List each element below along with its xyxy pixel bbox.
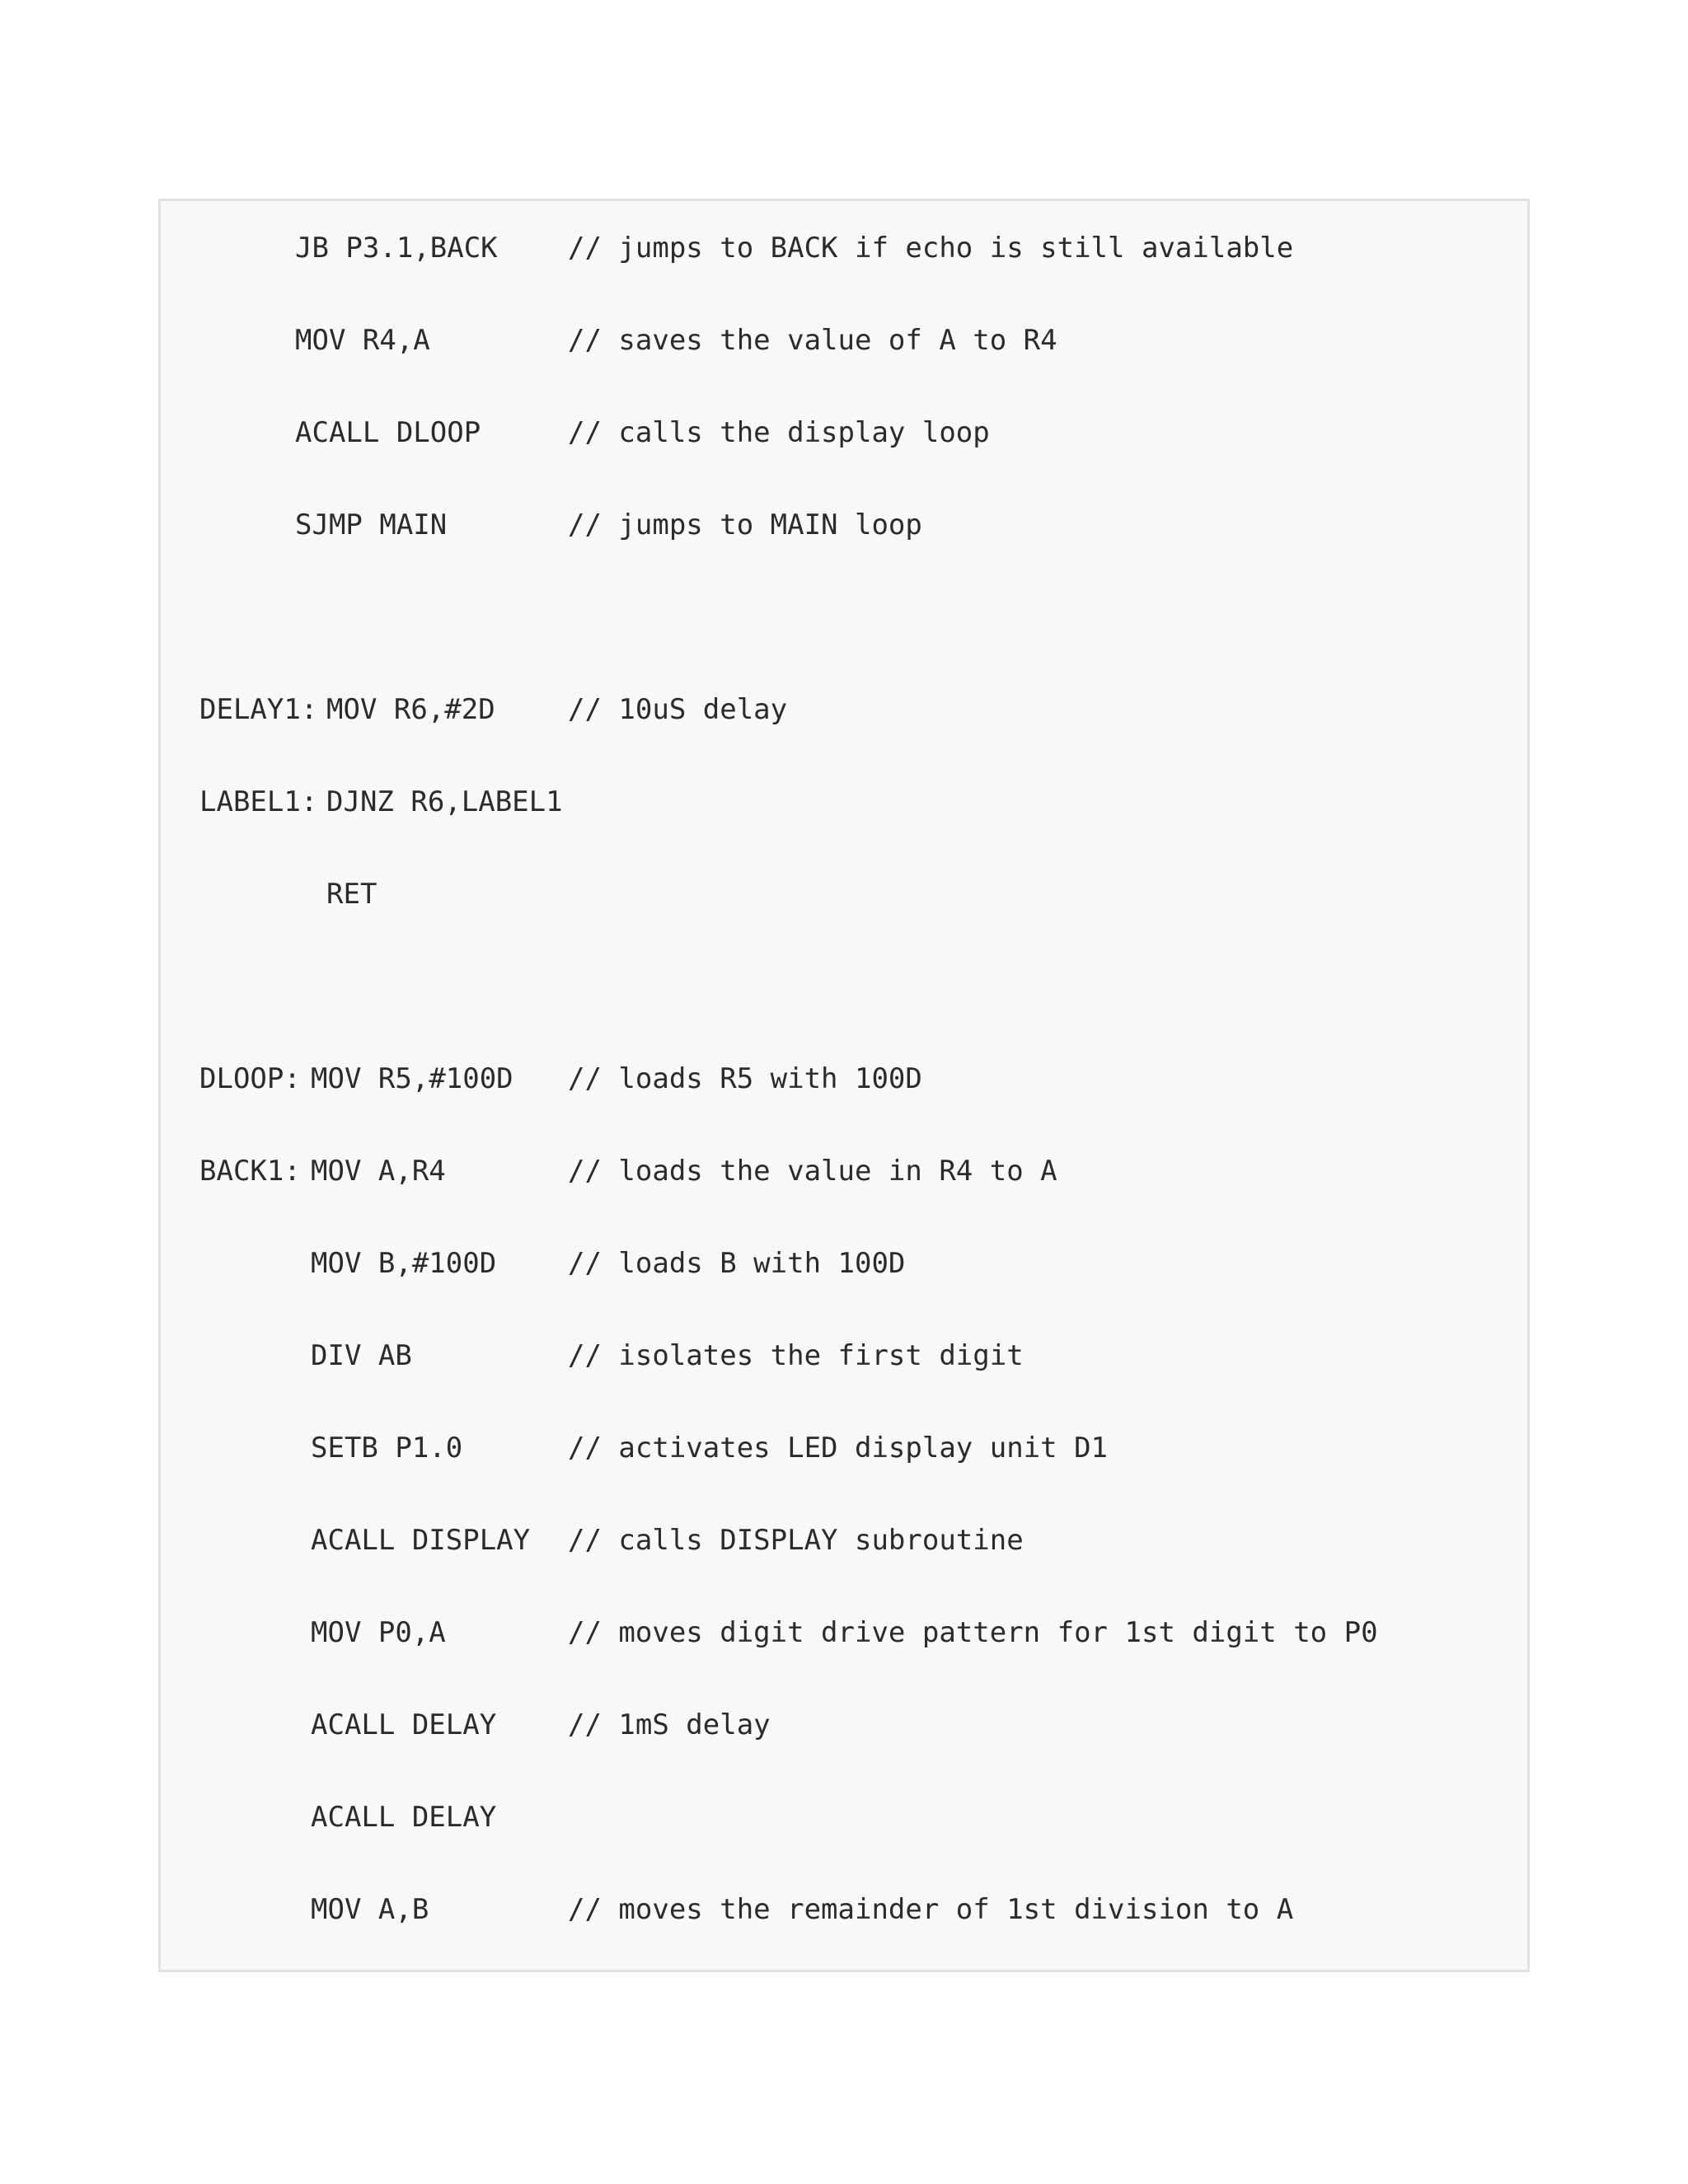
code-label: LABEL1: (199, 785, 318, 818)
code-label: BACK1: (199, 1155, 301, 1188)
code-instruction: DJNZ R6,LABEL1 (326, 785, 563, 818)
code-line (161, 1331, 1024, 1380)
code-line (161, 1423, 1109, 1473)
code-instruction: ACALL DISPLAY (311, 1524, 531, 1557)
code-block (158, 199, 1530, 1972)
code-comment: // 10uS delay (568, 693, 788, 726)
code-instruction: ACALL DLOOP (295, 416, 481, 449)
code-instruction: ACALL DELAY (311, 1708, 497, 1741)
code-instruction: MOV A,R4 (311, 1155, 446, 1188)
code-comment: // loads the value in R4 to A (568, 1155, 1057, 1188)
code-comment: // calls the display loop (568, 416, 990, 449)
code-line (161, 777, 563, 827)
code-instruction: MOV B,#100D (311, 1247, 497, 1280)
code-comment: // moves the remainder of 1st division to A (568, 1893, 1294, 1926)
code-line (161, 685, 788, 734)
code-label: DELAY1: (199, 693, 318, 726)
code-comment: // jumps to MAIN loop (568, 509, 922, 541)
code-instruction: MOV A,B (311, 1893, 429, 1926)
code-instruction: DIV AB (311, 1339, 412, 1372)
code-comment: // activates LED display unit D1 (568, 1432, 1109, 1465)
code-comment: // isolates the first digit (568, 1339, 1024, 1372)
code-line (161, 1146, 1057, 1196)
code-instruction: MOV R6,#2D (326, 693, 495, 726)
code-line (161, 1700, 771, 1750)
code-line (161, 1608, 1378, 1657)
code-instruction: MOV P0,A (311, 1616, 446, 1649)
code-line (161, 223, 1294, 273)
code-line (161, 1793, 497, 1842)
code-instruction: MOV R5,#100D (311, 1062, 513, 1095)
code-comment: // loads B with 100D (568, 1247, 906, 1280)
code-comment: // jumps to BACK if echo is still available (568, 232, 1294, 265)
code-line (161, 1516, 1024, 1565)
code-instruction: MOV R4,A (295, 324, 430, 357)
code-line (161, 869, 377, 919)
code-line (161, 408, 990, 457)
code-instruction: ACALL DELAY (311, 1801, 497, 1834)
code-instruction: SETB P1.0 (311, 1432, 463, 1465)
code-line (161, 1239, 906, 1288)
code-line (161, 1054, 922, 1104)
code-comment: // saves the value of A to R4 (568, 324, 1057, 357)
code-line (161, 1885, 1294, 1934)
code-label: DLOOP: (199, 1062, 301, 1095)
code-line (161, 316, 1057, 365)
code-instruction: JB P3.1,BACK (295, 232, 498, 265)
code-comment: // moves digit drive pattern for 1st digit to P0 (568, 1616, 1378, 1649)
code-comment: // loads R5 with 100D (568, 1062, 922, 1095)
code-comment: // 1mS delay (568, 1708, 771, 1741)
code-line (161, 500, 922, 550)
code-instruction: SJMP MAIN (295, 509, 448, 541)
code-instruction: RET (326, 878, 377, 911)
code-comment: // calls DISPLAY subroutine (568, 1524, 1024, 1557)
